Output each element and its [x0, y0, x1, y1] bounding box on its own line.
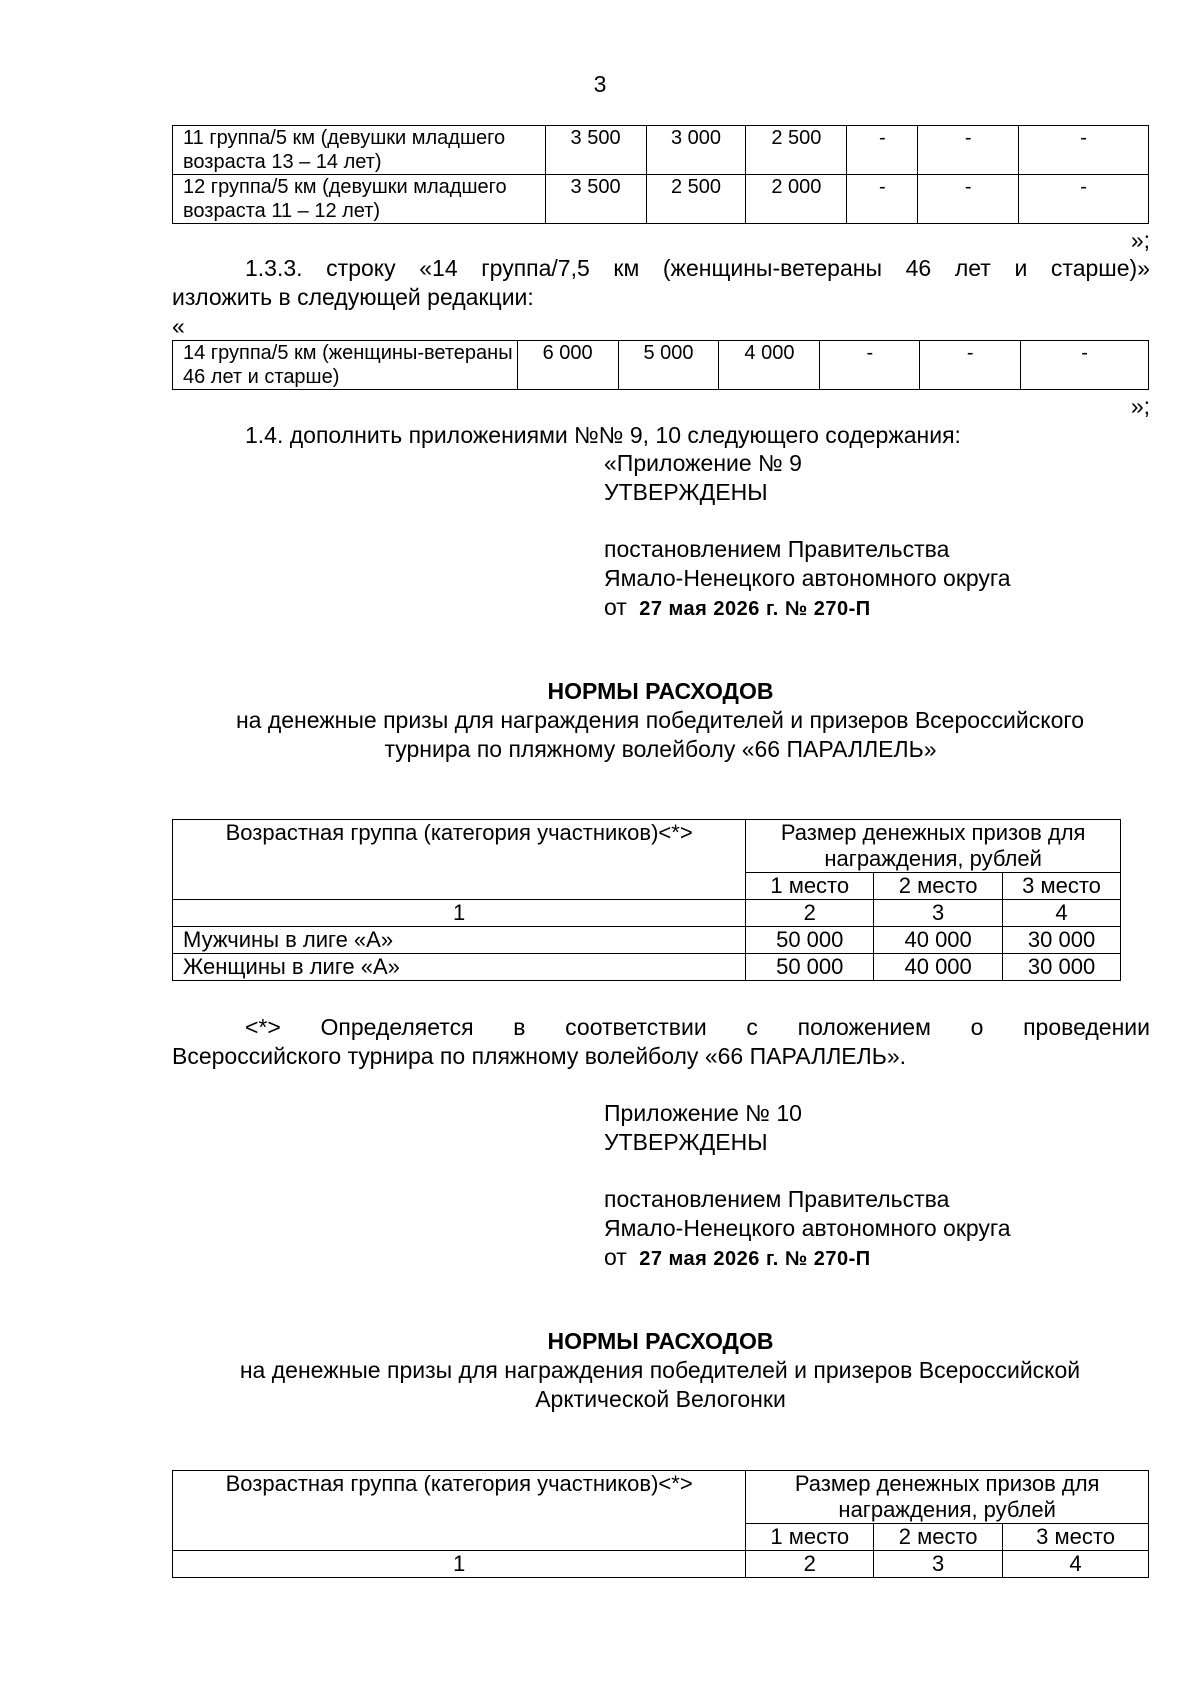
appendix10-subtitle-line2: Арктической Велогонки [535, 1386, 786, 1412]
value-cell: 2 000 [746, 175, 847, 224]
appendix10-line2: Ямало-Ненецкого автономного округа [604, 1215, 1011, 1241]
group-cell: 12 группа/5 км (девушки младшего возраста 11 – 12 лет) [173, 175, 546, 224]
table-mid [172, 340, 1149, 390]
from-label: от [604, 594, 627, 620]
prize-cell: 50 000 [746, 927, 874, 954]
value-cell: - [918, 175, 1019, 224]
group-cell: 11 группа/5 км (девушки младшего возраста 13 – 14 лет) [173, 126, 546, 175]
column-number: 3 [874, 1551, 1003, 1578]
value-cell: - [918, 126, 1019, 175]
appendix10-table [172, 1470, 1149, 1578]
column-number: 2 [746, 900, 874, 927]
value-cell: - [820, 341, 920, 390]
close-quote: »; [1130, 393, 1150, 419]
appendix9-line2: Ямало-Ненецкого автономного округа [604, 565, 1011, 591]
table-row [173, 927, 1121, 954]
appendix9-date-line [604, 593, 871, 623]
column-number: 4 [1003, 1551, 1149, 1578]
footnote-line2: Всероссийского турнира по пляжному волейболу «66 ПАРАЛЛЕЛЬ». [172, 1043, 907, 1069]
page-number: 3 [593, 71, 607, 97]
appendix10-line1: постановлением Правительства [604, 1186, 950, 1212]
header-place-1: 1 место [746, 873, 874, 900]
column-number: 1 [173, 900, 746, 927]
date-stamp: 27 мая 2026 г. № 270-П [639, 1248, 871, 1270]
prize-cell: 40 000 [874, 954, 1003, 981]
appendix9-subtitle-line1: на денежные призы для награждения победителей и призеров Всероссийского [235, 707, 1085, 733]
paragraph-1-4: 1.4. дополнить приложениями №№ 9, 10 следующего содержания: [245, 422, 961, 448]
value-cell: - [920, 341, 1021, 390]
value-cell: 5 000 [618, 341, 719, 390]
value-cell: - [1021, 341, 1149, 390]
value-cell: - [1019, 126, 1149, 175]
value-cell: 2 500 [646, 175, 746, 224]
value-cell: 3 500 [545, 126, 646, 175]
table-row [173, 126, 1149, 175]
appendix9-heading: НОРМЫ РАСХОДОВ [547, 678, 774, 704]
appendix9-table [172, 819, 1121, 981]
appendix9-title: «Приложение № 9 [604, 450, 802, 476]
appendix10-subtitle-line1: на денежные призы для награждения победителей и призеров Всероссийской [239, 1357, 1081, 1383]
header-place-1: 1 место [746, 1524, 874, 1551]
header-group: Возрастная группа (категория участников)<*> [173, 1471, 746, 1551]
table-row [173, 341, 1149, 390]
appendix10-title: Приложение № 10 [604, 1100, 802, 1126]
table-header-row [173, 1471, 1149, 1524]
paragraph-1-3-3-line2: изложить в следующей редакции: [172, 284, 534, 310]
header-place-2: 2 место [874, 873, 1003, 900]
header-prize-size: Размер денежных призов для награждения, рублей [746, 1471, 1149, 1524]
appendix10-date-line [604, 1243, 871, 1273]
prize-cell: 40 000 [874, 927, 1003, 954]
header-place-3: 3 место [1003, 873, 1121, 900]
group-cell: Женщины в лиге «А» [173, 954, 746, 981]
value-cell: - [1019, 175, 1149, 224]
table-header-row [173, 820, 1121, 873]
header-group: Возрастная группа (категория участников)<*> [173, 820, 746, 900]
column-number: 2 [746, 1551, 874, 1578]
appendix10-approved: УТВЕРЖДЕНЫ [604, 1129, 768, 1155]
appendix9-approved: УТВЕРЖДЕНЫ [604, 479, 768, 505]
table-row [173, 175, 1149, 224]
table-row [173, 954, 1121, 981]
value-cell: - [847, 175, 918, 224]
footnote-line1: <*> Определяется в соответствии с положением о проведении [245, 1014, 1150, 1040]
column-number: 1 [173, 1551, 746, 1578]
value-cell: 4 000 [719, 341, 820, 390]
appendix9-line1: постановлением Правительства [604, 536, 950, 562]
table-number-row [173, 1551, 1149, 1578]
from-label: от [604, 1244, 627, 1270]
header-place-2: 2 место [874, 1524, 1003, 1551]
prize-cell: 30 000 [1003, 927, 1121, 954]
value-cell: 3 000 [646, 126, 746, 175]
value-cell: 2 500 [746, 126, 847, 175]
header-prize-size: Размер денежных призов для награждения, рублей [746, 820, 1121, 873]
table-top [172, 125, 1149, 224]
group-cell: 14 группа/5 км (женщины-ветераны 46 лет и старше) [173, 341, 518, 390]
column-number: 3 [874, 900, 1003, 927]
value-cell: 6 000 [517, 341, 618, 390]
paragraph-1-3-3-line1: 1.3.3. строку «14 группа/7,5 км (женщины-ветераны 46 лет и старше)» [245, 255, 1150, 281]
appendix10-heading: НОРМЫ РАСХОДОВ [547, 1328, 774, 1354]
header-place-3: 3 место [1003, 1524, 1149, 1551]
value-cell: - [847, 126, 918, 175]
column-number: 4 [1003, 900, 1121, 927]
open-quote: « [172, 313, 185, 339]
close-quote: »; [1130, 227, 1150, 253]
prize-cell: 50 000 [746, 954, 874, 981]
value-cell: 3 500 [545, 175, 646, 224]
group-cell: Мужчины в лиге «А» [173, 927, 746, 954]
date-stamp: 27 мая 2026 г. № 270-П [639, 598, 871, 620]
prize-cell: 30 000 [1003, 954, 1121, 981]
appendix9-subtitle-line2: турнира по пляжному волейболу «66 ПАРАЛЛЕЛЬ» [384, 736, 937, 762]
table-number-row [173, 900, 1121, 927]
